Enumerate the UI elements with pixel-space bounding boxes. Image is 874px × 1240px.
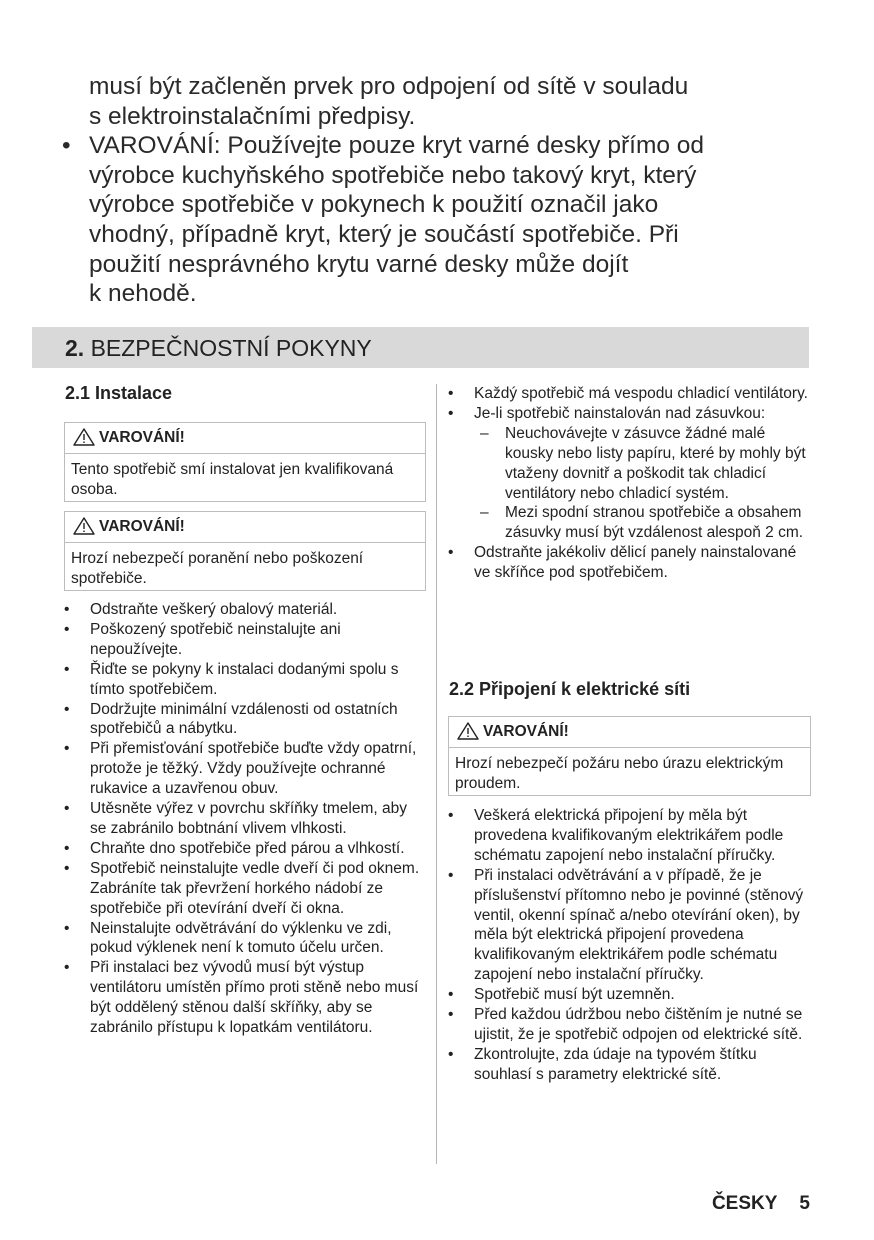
- list-item: [64, 600, 426, 620]
- list-item-text: Poškozený spotřebič neinstalujte ani nepoužívejte.: [90, 620, 341, 658]
- list-item: [64, 839, 426, 859]
- list-item: [64, 620, 426, 660]
- installation-list-left: [64, 600, 426, 1038]
- bullet: •: [64, 740, 70, 758]
- warning-label: VAROVÁNÍ!: [99, 518, 185, 535]
- column-divider: [436, 384, 437, 1164]
- intro-warning-line: k nehodě.: [89, 280, 197, 308]
- page-footer: [712, 1193, 810, 1215]
- list-item: [448, 1045, 812, 1085]
- list-item-text: Veškerá elektrická připojení by měla být provedena kvalifikovaným elektrikářem podle schématu zapojení nebo instalační příručky.: [474, 807, 784, 864]
- list-item: [64, 958, 426, 1038]
- bullet: •: [448, 385, 454, 402]
- warning-box: [448, 716, 811, 796]
- list-item-text: Při přemisťování spotřebiče buďte vždy opatrní, protože je těžký. Vždy používejte ochranné rukavice a uzavřenou obuv.: [90, 740, 417, 798]
- intro-warning-line: výrobce kuchyňského spotřebiče nebo takový kryt, který: [89, 161, 697, 189]
- sub-list-item-text: Mezi spodní stranou spotřebiče a obsahem zásuvky musí být vzdálenost alespoň 2 cm.: [505, 504, 804, 542]
- bullet: •: [64, 959, 70, 977]
- list-item-text: Každý spotřebič má vespodu chladicí ventilátory.: [474, 385, 808, 402]
- section-header: [32, 327, 809, 368]
- list-item: [448, 384, 812, 404]
- intro-warning-line: VAROVÁNÍ: Používejte pouze kryt varné desky přímo od: [89, 132, 705, 160]
- warning-box: [64, 511, 426, 591]
- bullet: •: [448, 807, 454, 824]
- sub-list: [474, 424, 812, 543]
- bullet: •: [64, 919, 70, 937]
- bullet: •: [448, 1006, 454, 1024]
- bullet: •: [448, 1045, 454, 1063]
- warning-header: [65, 512, 425, 543]
- dash: –: [480, 424, 489, 442]
- list-item-text: Neinstalujte odvětrávání do výklenku ve zdi, pokud výklenek není k tomuto účelu určen.: [90, 919, 392, 957]
- list-item-text: Odstraňte veškerý obalový materiál.: [90, 601, 338, 618]
- bullet: •: [448, 986, 454, 1004]
- list-item-text: Odstraňte jakékoliv dělicí panely nainstalované ve skříňce pod spotřebičem.: [474, 544, 797, 582]
- warning-text: Hrozí nebezpečí poranění nebo poškození spotřebiče.: [71, 550, 364, 587]
- page-number: 5: [799, 1193, 810, 1214]
- section-title: [65, 335, 372, 362]
- list-item-text: Při instalaci bez vývodů musí být výstup ventilátoru umístěn přímo proti stěně nebo musí být oddělený stěnou další skříňky, aby se zabránilo přístupu k lopatkám ventilátoru.: [90, 959, 419, 1037]
- bullet: •: [448, 404, 454, 422]
- list-item-text: Před každou údržbou nebo čištěním je nutné se ujistit, že je spotřebič odpojen od elektrické sítě.: [474, 1006, 803, 1043]
- list-item: [448, 1005, 812, 1045]
- list-item-text: Chraňte dno spotřebiče před párou a vlhkostí.: [90, 839, 405, 857]
- list-item: [64, 799, 426, 839]
- list-item-text: Řiďte se pokyny k instalaci dodanými spolu s tímto spotřebičem.: [90, 660, 399, 698]
- intro-line: s elektroinstalačními předpisy.: [89, 102, 416, 130]
- section-number: 2.: [65, 335, 85, 361]
- bullet: •: [64, 839, 70, 857]
- list-item: [448, 806, 812, 866]
- list-item-text: Dodržujte minimální vzdálenosti od ostatních spotřebičů a nábytku.: [90, 700, 398, 738]
- warning-triangle-icon: [457, 722, 479, 740]
- warning-header: [65, 423, 425, 454]
- list-item: [448, 404, 812, 543]
- section-title-text: BEZPEČNOSTNÍ POKYNY: [90, 335, 372, 361]
- intro-warning-line: výrobce spotřebiče v pokynech k použití označil jako: [89, 191, 659, 219]
- bullet: •: [448, 544, 454, 562]
- bullet: •: [448, 866, 454, 884]
- intro-line: musí být začleněn prvek pro odpojení od sítě v souladu: [89, 73, 689, 100]
- intro-warning-line: použití nesprávného krytu varné desky může dojít: [89, 250, 629, 278]
- list-item-text: Zkontrolujte, zda údaje na typovém štítku souhlasí s parametry elektrické sítě.: [474, 1045, 757, 1083]
- list-item-text: Utěsněte výřez v povrchu skříňky tmelem, aby se zabránilo bobtnání vlivem vlhkosti.: [90, 800, 408, 837]
- installation-list-right: [448, 384, 812, 583]
- sub-list-item: [474, 424, 812, 504]
- list-item-text: Spotřebič neinstalujte vedle dveří či pod oknem. Zabráníte tak převržení horkého nádobí ze spotřebiče při otevírání dveří či okna.: [90, 859, 420, 917]
- list-item-text: Spotřebič musí být uzemněn.: [474, 986, 675, 1004]
- list-item: [64, 700, 426, 740]
- subsection-heading-installation: 2.1 Instalace: [65, 383, 173, 403]
- list-item: [64, 859, 426, 919]
- list-item: [448, 866, 812, 985]
- warning-label: VAROVÁNÍ!: [99, 429, 185, 446]
- warning-text: Tento spotřebič smí instalovat jen kvalifikovaná osoba.: [71, 461, 394, 498]
- list-item-text: Při instalaci odvětrávání a v případě, že je příslušenství přítomno nebo je povinné (stěnový ventil, okenní spínač a/nebo otevírání oken), by měla být elektrická připojení provedena kvalifikovaným elektrikářem podle schématu zapojení nebo instalační příručky.: [474, 866, 804, 984]
- list-item: [448, 985, 812, 1005]
- bullet: •: [64, 859, 70, 877]
- intro-warning-line: vhodný, případně kryt, který je součástí spotřebiče. Při: [89, 220, 679, 248]
- warning-header: [449, 717, 810, 748]
- warning-triangle-icon: [73, 428, 95, 446]
- bullet: •: [64, 800, 70, 818]
- list-item-text: Je-li spotřebič nainstalován nad zásuvkou:: [474, 404, 766, 422]
- warning-label: VAROVÁNÍ!: [483, 723, 569, 740]
- electrical-list: [448, 806, 812, 1085]
- footer-language: ČESKY: [711, 1193, 778, 1214]
- list-item: [448, 543, 812, 583]
- list-item: [64, 660, 426, 700]
- sub-list-item-text: Neuchovávejte v zásuvce žádné malé kousky nebo listy papíru, které by mohly být vtaženy dovnitř a poškodit tak chladicí ventilátory nebo chladicí systém.: [505, 424, 806, 502]
- bullet: •: [64, 660, 70, 678]
- intro-text: [62, 72, 812, 309]
- warning-text: Hrozí nebezpečí požáru nebo úrazu elektrickým proudem.: [455, 755, 784, 792]
- sub-list-item: [474, 503, 812, 543]
- list-item: [64, 919, 426, 959]
- bullet: •: [64, 601, 70, 618]
- bullet: •: [62, 132, 71, 160]
- bullet: •: [64, 620, 70, 638]
- dash: –: [480, 504, 489, 522]
- list-item: [64, 739, 426, 799]
- warning-box: [64, 422, 426, 502]
- bullet: •: [64, 700, 70, 718]
- subsection-heading-electrical: 2.2 Připojení k elektrické síti: [449, 679, 691, 699]
- warning-triangle-icon: [73, 517, 95, 535]
